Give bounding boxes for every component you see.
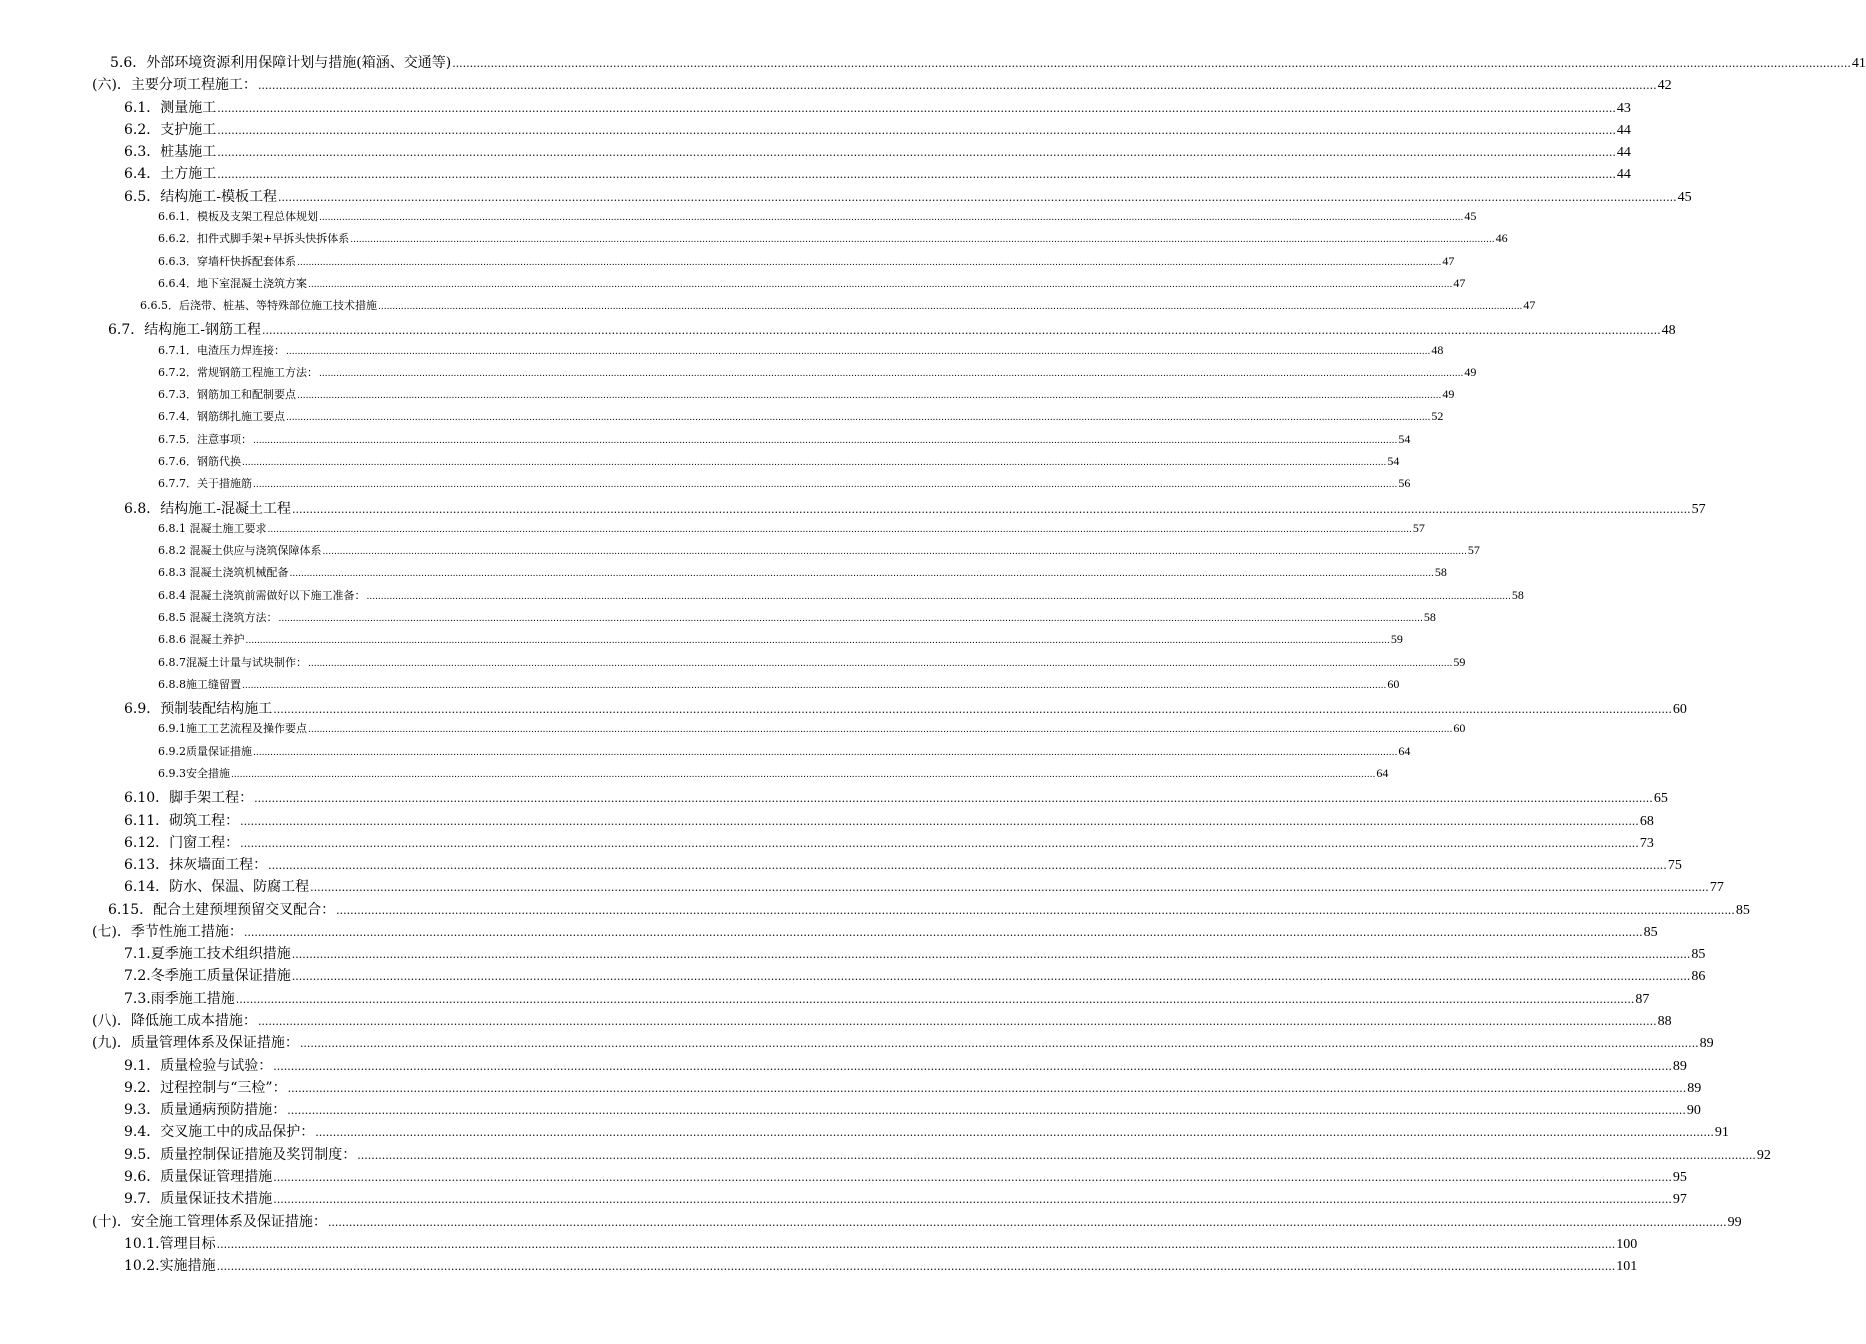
toc-entry-title: 6.8.4 混凝土浇筑前需做好以下施工准备： bbox=[158, 588, 366, 602]
toc-entry-title: 6.14．防水、保温、防腐工程 bbox=[124, 879, 310, 896]
toc-entry[interactable] bbox=[92, 1211, 1742, 1231]
toc-entry-title: 6.9．预制装配结构施工 bbox=[124, 701, 273, 718]
dot-leader: ................................................................................................................................................................................................................................................................................................................................................................................................................ bbox=[308, 279, 1453, 290]
toc-entry-title: 5.6．外部环境资源利用保障计划与措施(箱涵、交通等) bbox=[110, 55, 452, 71]
toc-entry-page-number: 44 bbox=[1616, 145, 1631, 161]
toc-entry[interactable] bbox=[92, 921, 1658, 941]
toc-entry[interactable] bbox=[158, 676, 1400, 696]
toc-entry-page-number: 45 bbox=[1464, 208, 1477, 223]
toc-entry-title: 6.7.7．关于措施筋 bbox=[158, 477, 252, 491]
toc-entry-page-number: 48 bbox=[1431, 342, 1444, 357]
toc-entry[interactable] bbox=[158, 654, 1466, 674]
dot-leader: ................................................................................................................................................................................................................................................................................................................................................................................................................ bbox=[286, 346, 1431, 357]
toc-entry-page-number: 88 bbox=[1657, 1014, 1672, 1030]
dot-leader: ................................................................................................................................................................................................................................................................................................................................................................................................................ bbox=[336, 903, 1735, 917]
dot-leader: ................................................................................................................................................................................................................................................................................................................................................................................................................ bbox=[216, 1237, 1616, 1251]
toc-entry-title: (八)．降低施工成本措施： bbox=[92, 1013, 257, 1030]
toc-entry-page-number: 41 bbox=[1851, 56, 1866, 71]
toc-entry-page-number: 101 bbox=[1616, 1259, 1638, 1275]
dot-leader: ................................................................................................................................................................................................................................................................................................................................................................................................................ bbox=[267, 524, 1412, 535]
toc-entry[interactable] bbox=[124, 965, 1706, 985]
dot-leader: ................................................................................................................................................................................................................................................................................................................................................................................................................ bbox=[268, 859, 1667, 873]
dot-leader: ................................................................................................................................................................................................................................................................................................................................................................................................................ bbox=[242, 680, 1387, 691]
dot-leader: ................................................................................................................................................................................................................................................................................................................................................................................................................ bbox=[287, 1104, 1686, 1118]
toc-entry-page-number: 85 bbox=[1735, 902, 1750, 918]
toc-entry-page-number: 64 bbox=[1376, 765, 1389, 780]
toc-entry-title: 6.7.5．注意事项： bbox=[158, 432, 252, 446]
toc-entry-page-number: 100 bbox=[1616, 1236, 1638, 1252]
toc-entry-title: 6.8.8施工缝留置 bbox=[158, 677, 241, 691]
toc-entry-page-number: 56 bbox=[1398, 476, 1411, 491]
toc-entry-page-number: 57 bbox=[1691, 501, 1706, 517]
toc-entry[interactable] bbox=[158, 609, 1436, 629]
toc-entry[interactable] bbox=[158, 765, 1389, 785]
dot-leader: ................................................................................................................................................................................................................................................................................................................................................................................................................ bbox=[322, 547, 1467, 558]
toc-entry[interactable] bbox=[158, 408, 1444, 428]
toc-entry-title: 9.4．交叉施工中的成品保护： bbox=[124, 1124, 315, 1141]
toc-entry-title: 10.1.管理目标 bbox=[124, 1235, 216, 1252]
toc-entry[interactable] bbox=[158, 631, 1403, 651]
dot-leader: ................................................................................................................................................................................................................................................................................................................................................................................................................ bbox=[291, 970, 1691, 984]
toc-entry-page-number: 64 bbox=[1398, 743, 1411, 758]
toc-entry-page-number: 54 bbox=[1387, 454, 1400, 469]
toc-entry-page-number: 89 bbox=[1687, 1080, 1702, 1096]
toc-entry-title: 10.2.实施措施 bbox=[124, 1258, 216, 1275]
dot-leader: ................................................................................................................................................................................................................................................................................................................................................................................................................ bbox=[217, 146, 1616, 160]
toc-entry-title: 6.7．结构施工-钢筋工程 bbox=[108, 322, 261, 339]
dot-leader: ................................................................................................................................................................................................................................................................................................................................................................................................................ bbox=[240, 836, 1639, 850]
toc-entry-page-number: 86 bbox=[1691, 969, 1706, 985]
toc-entry[interactable] bbox=[124, 1077, 1702, 1097]
toc-entry-title: 6.4．土方施工 bbox=[124, 166, 217, 183]
toc-entry[interactable] bbox=[124, 498, 1706, 518]
toc-entry[interactable] bbox=[158, 342, 1444, 362]
toc-entry-title: 6.7.2．常规钢筋工程施工方法： bbox=[158, 365, 318, 379]
toc-entry-page-number: 97 bbox=[1672, 1192, 1687, 1208]
dot-leader: ................................................................................................................................................................................................................................................................................................................................................................................................................ bbox=[350, 235, 1495, 246]
toc-entry-title: 6.3．桩基施工 bbox=[124, 144, 217, 161]
toc-entry-page-number: 85 bbox=[1691, 947, 1706, 963]
toc-entry[interactable] bbox=[140, 297, 1536, 317]
toc-entry-page-number: 90 bbox=[1686, 1103, 1701, 1119]
toc-entry-title: 6.9.3安全措施 bbox=[158, 766, 230, 780]
toc-entry-title: (九)．质量管理体系及保证措施： bbox=[92, 1035, 299, 1052]
dot-leader: ................................................................................................................................................................................................................................................................................................................................................................................................................ bbox=[253, 747, 1398, 758]
toc-entry-page-number: 99 bbox=[1727, 1214, 1742, 1230]
toc-entry-title: (十)．安全施工管理体系及保证措施： bbox=[92, 1213, 327, 1230]
dot-leader: ................................................................................................................................................................................................................................................................................................................................................................................................................ bbox=[291, 948, 1691, 962]
toc-entry-title: 6.2．支护施工 bbox=[124, 121, 217, 138]
toc-entry[interactable] bbox=[158, 386, 1455, 406]
dot-leader: ................................................................................................................................................................................................................................................................................................................................................................................................................ bbox=[235, 992, 1635, 1006]
dot-leader: ................................................................................................................................................................................................................................................................................................................................................................................................................ bbox=[357, 1148, 1756, 1162]
toc-entry-page-number: 91 bbox=[1714, 1125, 1729, 1141]
toc-entry-page-number: 58 bbox=[1511, 587, 1524, 602]
toc-entry-title: 6.8.7混凝土计量与试块制作： bbox=[158, 655, 307, 669]
toc-entry-title: 6.9.1施工工艺流程及操作要点 bbox=[158, 722, 307, 736]
toc-entry[interactable] bbox=[124, 1233, 1638, 1253]
toc-entry[interactable] bbox=[158, 475, 1411, 495]
toc-entry[interactable] bbox=[124, 810, 1654, 830]
toc-entry-page-number: 57 bbox=[1412, 520, 1425, 535]
toc-entry-title: 6.8.5 混凝土浇筑方法： bbox=[158, 611, 278, 624]
toc-entry-title: 6.13．抹灰墙面工程： bbox=[124, 857, 268, 874]
toc-entry[interactable] bbox=[124, 876, 1724, 896]
dot-leader: ................................................................................................................................................................................................................................................................................................................................................................................................................ bbox=[240, 814, 1639, 828]
toc-entry[interactable] bbox=[108, 319, 1676, 339]
toc-entry-title: 7.1.夏季施工技术组织措施 bbox=[124, 946, 291, 963]
toc-entry[interactable] bbox=[124, 787, 1668, 807]
toc-entry-title: 6.8.3 混凝土浇筑机械配备 bbox=[158, 566, 289, 580]
toc-entry[interactable] bbox=[108, 899, 1750, 919]
toc-entry[interactable] bbox=[124, 163, 1631, 183]
toc-entry-page-number: 49 bbox=[1464, 364, 1477, 379]
toc-entry[interactable] bbox=[124, 119, 1631, 139]
dot-leader: ................................................................................................................................................................................................................................................................................................................................................................................................................ bbox=[257, 1015, 1657, 1029]
toc-entry-page-number: 47 bbox=[1442, 253, 1455, 268]
dot-leader: ................................................................................................................................................................................................................................................................................................................................................................................................................ bbox=[217, 168, 1616, 182]
toc-entry[interactable] bbox=[92, 1032, 1714, 1052]
toc-entry-page-number: 89 bbox=[1672, 1058, 1687, 1074]
dot-leader: ................................................................................................................................................................................................................................................................................................................................................................................................................ bbox=[287, 1081, 1687, 1095]
dot-leader: ................................................................................................................................................................................................................................................................................................................................................................................................................ bbox=[231, 769, 1376, 780]
toc-entry-title: 6.8.1 混凝土施工要求 bbox=[158, 521, 267, 535]
toc-entry-page-number: 59 bbox=[1453, 654, 1466, 669]
toc-entry[interactable] bbox=[92, 74, 1672, 94]
toc-entry-page-number: 59 bbox=[1390, 632, 1403, 647]
dot-leader: ................................................................................................................................................................................................................................................................................................................................................................................................................ bbox=[245, 636, 1390, 647]
toc-entry-title: 9.5．质量控制保证措施及奖罚制度： bbox=[124, 1146, 357, 1163]
toc-entry-title: 6.8.2 混凝土供应与浇筑保障体系 bbox=[158, 544, 322, 558]
toc-entry-page-number: 77 bbox=[1709, 880, 1724, 896]
toc-entry-page-number: 44 bbox=[1616, 167, 1631, 183]
toc-entry-title: 9.3．质量通病预防措施： bbox=[124, 1102, 287, 1119]
dot-leader: ................................................................................................................................................................................................................................................................................................................................................................................................................ bbox=[319, 212, 1464, 223]
toc-entry-page-number: 48 bbox=[1661, 323, 1676, 339]
toc-entry-title: (六)．主要分项工程施工： bbox=[92, 77, 257, 94]
toc-entry[interactable] bbox=[158, 253, 1455, 273]
toc-entry-title: 6.7.1．电渣压力焊连接： bbox=[158, 343, 285, 357]
toc-entry-page-number: 60 bbox=[1672, 702, 1687, 718]
toc-entry[interactable] bbox=[158, 743, 1411, 763]
toc-entry[interactable] bbox=[124, 698, 1687, 718]
dot-leader: ................................................................................................................................................................................................................................................................................................................................................................................................................ bbox=[319, 368, 1464, 379]
toc-entry[interactable] bbox=[158, 542, 1480, 562]
dot-leader: ................................................................................................................................................................................................................................................................................................................................................................................................................ bbox=[297, 391, 1442, 402]
dot-leader: ................................................................................................................................................................................................................................................................................................................................................................................................................ bbox=[327, 1215, 1727, 1229]
toc-entry-title: 6.8．结构施工-混凝土工程 bbox=[124, 500, 291, 517]
dot-leader: ................................................................................................................................................................................................................................................................................................................................................................................................................ bbox=[243, 925, 1643, 939]
dot-leader: ................................................................................................................................................................................................................................................................................................................................................................................................................ bbox=[216, 1260, 1616, 1274]
toc-entry-page-number: 54 bbox=[1398, 431, 1411, 446]
dot-leader: ................................................................................................................................................................................................................................................................................................................................................................................................................ bbox=[289, 569, 1434, 580]
dot-leader: ................................................................................................................................................................................................................................................................................................................................................................................................................ bbox=[452, 57, 1851, 70]
dot-leader: ................................................................................................................................................................................................................................................................................................................................................................................................................ bbox=[315, 1126, 1714, 1140]
toc-entry-title: 9.7．质量保证技术措施 bbox=[124, 1191, 273, 1208]
toc-entry-title: 6.1．测量施工 bbox=[124, 99, 217, 116]
toc-entry-title: 6.8.6 混凝土养护 bbox=[158, 633, 245, 647]
dot-leader: ................................................................................................................................................................................................................................................................................................................................................................................................................ bbox=[273, 1171, 1672, 1184]
toc-entry-title: 9.2．过程控制与“三检”： bbox=[124, 1079, 287, 1096]
toc-entry-title: 6.10．脚手架工程： bbox=[124, 790, 254, 807]
toc-entry[interactable] bbox=[124, 1144, 1771, 1164]
toc-entry-page-number: 47 bbox=[1453, 275, 1466, 290]
toc-entry-title: 9.1．质量检验与试验： bbox=[124, 1057, 273, 1074]
toc-entry[interactable] bbox=[124, 186, 1692, 206]
toc-entry[interactable] bbox=[124, 943, 1706, 963]
dot-leader: ................................................................................................................................................................................................................................................................................................................................................................................................................ bbox=[242, 458, 1387, 469]
dot-leader: ................................................................................................................................................................................................................................................................................................................................................................................................................ bbox=[308, 725, 1453, 736]
toc-entry[interactable] bbox=[158, 453, 1400, 473]
toc-entry[interactable] bbox=[110, 52, 1866, 72]
toc-entry-title: 6.6.3．穿墙杆快拆配套体系 bbox=[158, 254, 296, 268]
toc-entry-page-number: 49 bbox=[1442, 387, 1455, 402]
toc-entry[interactable] bbox=[158, 587, 1524, 607]
dot-leader: ................................................................................................................................................................................................................................................................................................................................................................................................................ bbox=[262, 324, 1661, 338]
toc-entry-title: 6.9.2质量保证措施 bbox=[158, 744, 252, 758]
dot-leader: ................................................................................................................................................................................................................................................................................................................................................................................................................ bbox=[278, 614, 1423, 624]
toc-entry-page-number: 65 bbox=[1653, 791, 1668, 807]
toc-entry[interactable] bbox=[158, 564, 1447, 584]
dot-leader: ................................................................................................................................................................................................................................................................................................................................................................................................................ bbox=[217, 101, 1616, 115]
dot-leader: ................................................................................................................................................................................................................................................................................................................................................................................................................ bbox=[273, 1193, 1672, 1207]
toc-entry-title: (七)．季节性施工措施： bbox=[92, 923, 243, 940]
toc-entry-page-number: 44 bbox=[1616, 122, 1631, 138]
dot-leader: ................................................................................................................................................................................................................................................................................................................................................................................................................ bbox=[217, 123, 1616, 137]
toc-entry[interactable] bbox=[158, 720, 1466, 740]
dot-leader: ................................................................................................................................................................................................................................................................................................................................................................................................................ bbox=[257, 79, 1657, 93]
dot-leader: ................................................................................................................................................................................................................................................................................................................................................................................................................ bbox=[297, 257, 1442, 268]
toc-entry-page-number: 58 bbox=[1434, 565, 1447, 580]
toc-entry-title: 6.5．结构施工-模板工程 bbox=[124, 188, 277, 205]
toc-entry[interactable] bbox=[92, 1010, 1672, 1030]
dot-leader: ................................................................................................................................................................................................................................................................................................................................................................................................................ bbox=[278, 190, 1677, 204]
toc-entry-page-number: 47 bbox=[1523, 298, 1536, 313]
dot-leader: ................................................................................................................................................................................................................................................................................................................................................................................................................ bbox=[273, 1059, 1672, 1073]
toc-entry[interactable] bbox=[124, 988, 1650, 1008]
toc-entry[interactable] bbox=[124, 1166, 1687, 1186]
toc-entry[interactable] bbox=[124, 1121, 1729, 1141]
toc-entry-title: 6.11．砌筑工程： bbox=[124, 812, 240, 829]
toc-entry[interactable] bbox=[124, 832, 1654, 852]
dot-leader: ................................................................................................................................................................................................................................................................................................................................................................................................................ bbox=[310, 881, 1709, 895]
toc-entry[interactable] bbox=[158, 230, 1508, 250]
dot-leader: ................................................................................................................................................................................................................................................................................................................................................................................................................ bbox=[292, 502, 1691, 516]
toc-entry[interactable] bbox=[124, 1188, 1687, 1208]
toc-entry-page-number: 46 bbox=[1495, 231, 1508, 246]
dot-leader: ................................................................................................................................................................................................................................................................................................................................................................................................................ bbox=[366, 591, 1511, 602]
toc-entry[interactable] bbox=[124, 1099, 1701, 1119]
toc-entry-page-number: 85 bbox=[1643, 924, 1658, 940]
toc-entry-title: 6.7.4．钢筋绑扎施工要点 bbox=[158, 410, 285, 424]
toc-entry-page-number: 60 bbox=[1453, 721, 1466, 736]
dot-leader: ................................................................................................................................................................................................................................................................................................................................................................................................................ bbox=[308, 658, 1453, 669]
toc-entry-title: 7.3.雨季施工措施 bbox=[124, 990, 235, 1007]
toc-entry-page-number: 42 bbox=[1657, 78, 1672, 94]
toc-entry[interactable] bbox=[124, 1255, 1638, 1275]
dot-leader: ................................................................................................................................................................................................................................................................................................................................................................................................................ bbox=[253, 480, 1398, 491]
toc-entry-title: 6.6.5．后浇带、桩基、等特殊部位施工技术措施 bbox=[140, 299, 377, 313]
dot-leader: ................................................................................................................................................................................................................................................................................................................................................................................................................ bbox=[254, 792, 1653, 806]
dot-leader: ................................................................................................................................................................................................................................................................................................................................................................................................................ bbox=[378, 302, 1523, 313]
dot-leader: ................................................................................................................................................................................................................................................................................................................................................................................................................ bbox=[273, 703, 1672, 717]
toc-entry-page-number: 75 bbox=[1667, 858, 1682, 874]
toc-entry-title: 7.2.冬季施工质量保证措施 bbox=[124, 968, 291, 985]
toc-entry[interactable] bbox=[124, 141, 1631, 161]
toc-entry-page-number: 73 bbox=[1639, 835, 1654, 851]
toc-entry-title: 9.6．质量保证管理措施 bbox=[124, 1169, 273, 1185]
toc-entry-title: 6.6.1．模板及支架工程总体规划 bbox=[158, 209, 318, 223]
toc-entry[interactable] bbox=[158, 275, 1466, 295]
toc-entry-page-number: 92 bbox=[1756, 1147, 1771, 1163]
toc-entry-title: 6.6.4．地下室混凝土浇筑方案 bbox=[158, 276, 307, 290]
toc-entry[interactable] bbox=[158, 364, 1477, 384]
toc-entry-page-number: 89 bbox=[1699, 1036, 1714, 1052]
toc-entry-title: 6.15．配合土建预埋预留交叉配合： bbox=[108, 901, 336, 918]
toc-entry[interactable] bbox=[124, 1055, 1687, 1075]
dot-leader: ................................................................................................................................................................................................................................................................................................................................................................................................................ bbox=[253, 435, 1398, 446]
toc-entry[interactable] bbox=[124, 97, 1631, 117]
toc-entry-page-number: 60 bbox=[1387, 676, 1400, 691]
toc-entry-page-number: 68 bbox=[1639, 813, 1654, 829]
toc-entry[interactable] bbox=[124, 854, 1682, 874]
toc-entry-title: 6.6.2．扣件式脚手架+早拆头快拆体系 bbox=[158, 232, 350, 246]
toc-entry-page-number: 43 bbox=[1616, 100, 1631, 116]
toc-entry-page-number: 87 bbox=[1635, 991, 1650, 1007]
dot-leader: ................................................................................................................................................................................................................................................................................................................................................................................................................ bbox=[299, 1037, 1699, 1051]
toc-entry[interactable] bbox=[158, 208, 1477, 228]
toc-entry-page-number: 57 bbox=[1467, 543, 1480, 558]
toc-entry[interactable] bbox=[158, 520, 1425, 540]
toc-entry[interactable] bbox=[158, 431, 1411, 451]
toc-entry-page-number: 52 bbox=[1431, 409, 1444, 424]
toc-entry-page-number: 45 bbox=[1677, 189, 1692, 205]
toc-entry-title: 6.7.6．钢筋代换 bbox=[158, 455, 241, 469]
toc-entry-title: 6.7.3．钢筋加工和配制要点 bbox=[158, 388, 296, 402]
toc-entry-page-number: 58 bbox=[1423, 610, 1436, 624]
dot-leader: ................................................................................................................................................................................................................................................................................................................................................................................................................ bbox=[286, 413, 1431, 424]
toc-entry-page-number: 95 bbox=[1672, 1170, 1687, 1185]
toc-entry-title: 6.12．门窗工程： bbox=[124, 834, 240, 851]
